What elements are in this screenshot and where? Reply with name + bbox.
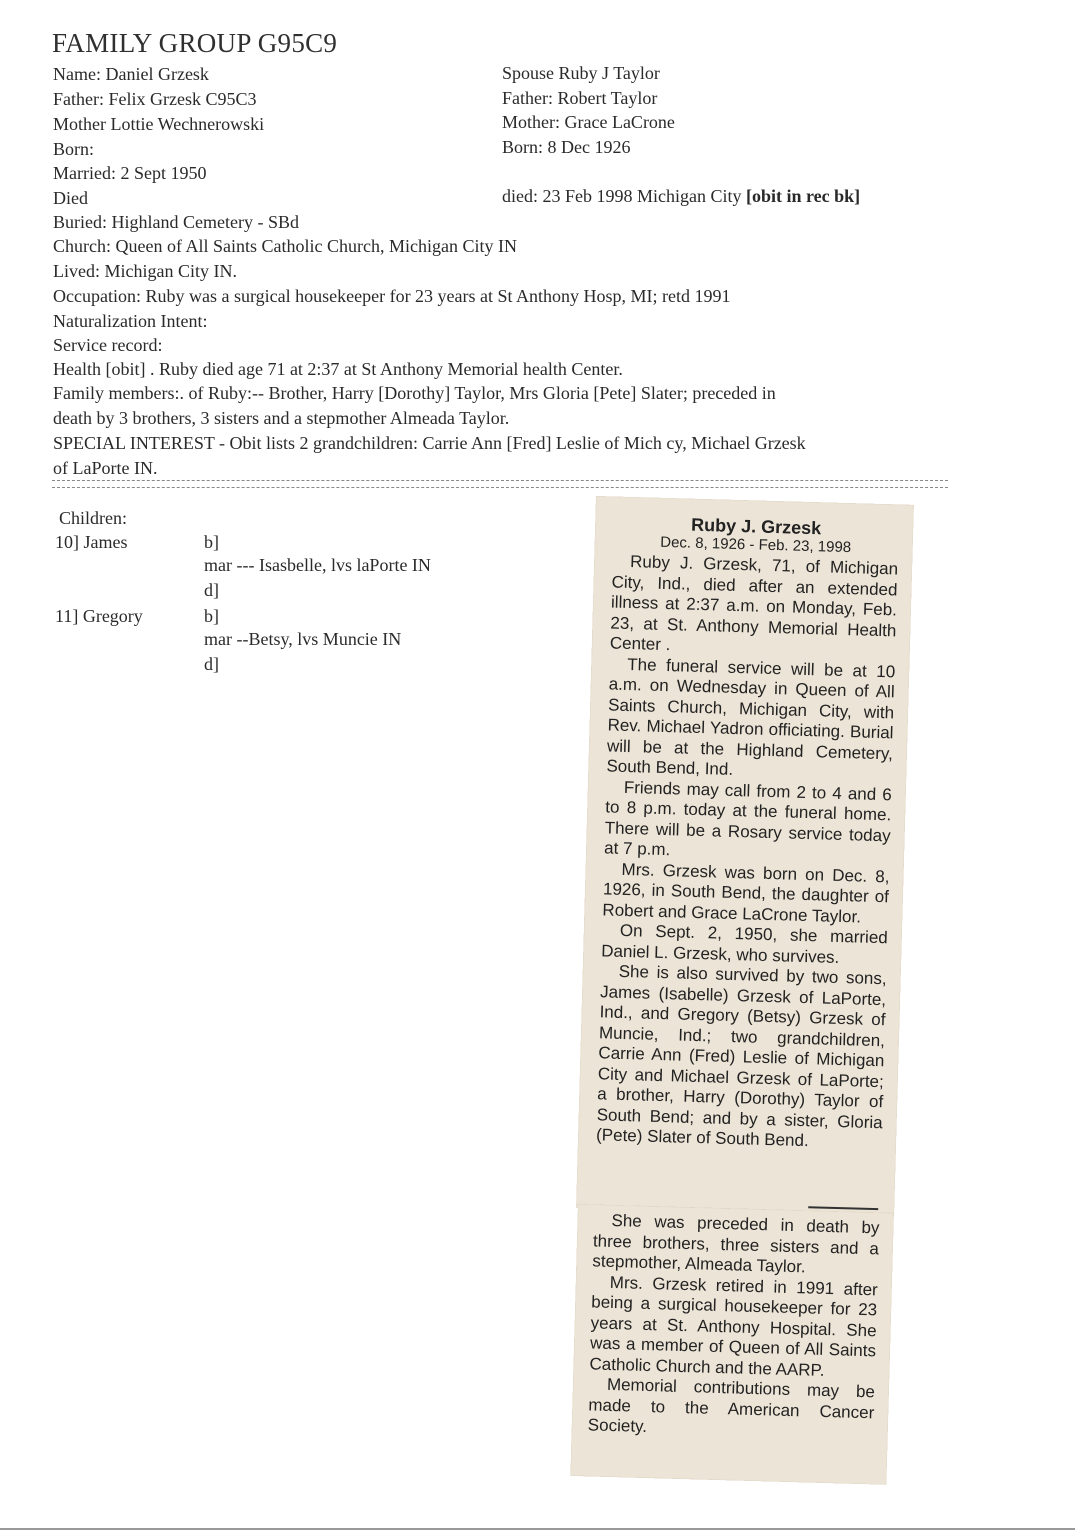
obituary-dates: Dec. 8, 1926 - Feb. 23, 1998	[660, 533, 852, 557]
obituary-paragraph: Mrs. Grzesk retired in 1991 after being a surgical housekeeper for 23 years at St. Anthony Hospital. She was a member of Queen of All Saints Catholic Church and the AARP.	[589, 1272, 878, 1380]
naturalization-line: Naturalization Intent:	[53, 311, 208, 331]
occupation-line: Occupation: Ruby was a surgical housekeeper for 23 years at St Anthony Hosp, MI; retd 1991	[53, 286, 731, 306]
page-bottom-rule	[0, 1528, 1075, 1530]
obituary-paragraph: The funeral service will be at 10 a.m. on Wednesday in Queen of All Saints Church, Michigan City, with Rev. Michael Yadron officiating. Burial will be at the Highland Cemetery, South Bend, Ind.	[606, 654, 896, 779]
spouse-father-line: Father: Robert Taylor	[502, 88, 658, 108]
child-1-married: mar --- Isasbelle, lvs laPorte IN	[204, 555, 431, 575]
obituary-paragraph: She was preceded in death by three brothers, three sisters and a stepmother, Almeada Taylor.	[592, 1210, 880, 1277]
died-line: Died	[53, 188, 88, 208]
obituary-clipping-top	[576, 496, 914, 1217]
obituary-paragraph: Friends may call from 2 to 4 and 6 to 8 p.m. today at the funeral home. There will be a Rosary service today at 7 p.m.	[603, 777, 893, 860]
mother-line: Mother Lottie Wechnerowski	[53, 114, 265, 134]
clipping-rule	[808, 1206, 878, 1210]
buried-line: Buried: Highland Cemetery - SBd	[53, 212, 299, 232]
child-1-died: d]	[204, 580, 219, 600]
service-line: Service record:	[53, 335, 163, 355]
section-divider	[52, 480, 948, 488]
obituary-paragraph: She is also survived by two sons, James (Isabelle) Grzesk of LaPorte, Ind., and Gregory (Betsy) Grzesk of Muncie, Ind.; two grandchildren, Carrie Ann (Fred) Leslie of Michigan City and Michael Grzesk of LaPorte; a brother, Harry (Dorothy) Taylor of South Bend; and by a sister, Gloria (Pete) Slater of South Bend.	[595, 961, 887, 1151]
married-line: Married: 2 Sept 1950	[53, 163, 207, 183]
child-2-name: 11] Gregory	[55, 606, 143, 626]
born-line: Born:	[53, 139, 95, 159]
child-2-born: b]	[204, 606, 219, 626]
church-line: Church: Queen of All Saints Catholic Church, Michigan City IN	[53, 236, 517, 256]
spouse-died-text: died: 23 Feb 1998 Michigan City	[502, 186, 742, 206]
page-title: FAMILY GROUP G95C9	[52, 28, 338, 58]
obit-note: [obit in rec bk]	[745, 186, 861, 206]
special-line-1: SPECIAL INTEREST - Obit lists 2 grandchildren: Carrie Ann [Fred] Leslie of Mich cy, Michael Grzesk	[53, 433, 806, 453]
obituary-name: Ruby J. Grzesk	[690, 514, 822, 539]
spouse-line: Spouse Ruby J Taylor	[502, 63, 660, 83]
family-line-2: death by 3 brothers, 3 sisters and a stepmother Almeada Taylor.	[53, 408, 510, 428]
lived-line: Lived: Michigan City IN.	[53, 261, 237, 281]
obituary-paragraph: Mrs. Grzesk was born on Dec. 8, 1926, in South Bend, the daughter of Robert and Grace LaCrone Taylor.	[602, 859, 890, 927]
obituary-clipping-bottom	[570, 1204, 893, 1485]
spouse-died-line	[502, 184, 860, 208]
health-line: Health [obit] . Ruby died age 71 at 2:37 at St Anthony Memorial health Center.	[53, 359, 623, 379]
spouse-born-line: Born: 8 Dec 1926	[502, 137, 631, 157]
father-line: Father: Felix Grzesk C95C3	[53, 89, 257, 109]
child-1-name: 10] James	[55, 532, 128, 552]
child-2-died: d]	[204, 654, 219, 674]
child-2-married: mar --Betsy, lvs Muncie IN	[204, 629, 402, 649]
name-line: Name: Daniel Grzesk	[53, 64, 209, 84]
child-1-born: b]	[204, 532, 219, 552]
obituary-paragraph: On Sept. 2, 1950, she married Daniel L. Grzesk, who survives.	[601, 920, 889, 967]
children-heading: Children:	[59, 508, 127, 528]
special-line-2: of LaPorte IN.	[53, 458, 158, 478]
obituary-paragraph: Memorial contributions may be made to the American Cancer Society.	[587, 1374, 876, 1437]
obituary-paragraph: Ruby J. Grzesk, 71, of Michigan City, Ind., died after an extended illness at 2:37 a.m. on Monday, Feb. 23, at St. Anthony Memorial Health Center .	[609, 551, 899, 655]
spouse-mother-line: Mother: Grace LaCrone	[502, 112, 675, 132]
family-line-1: Family members:. of Ruby:-- Brother, Harry [Dorothy] Taylor, Mrs Gloria [Pete] Slater; preceded in	[53, 383, 776, 403]
